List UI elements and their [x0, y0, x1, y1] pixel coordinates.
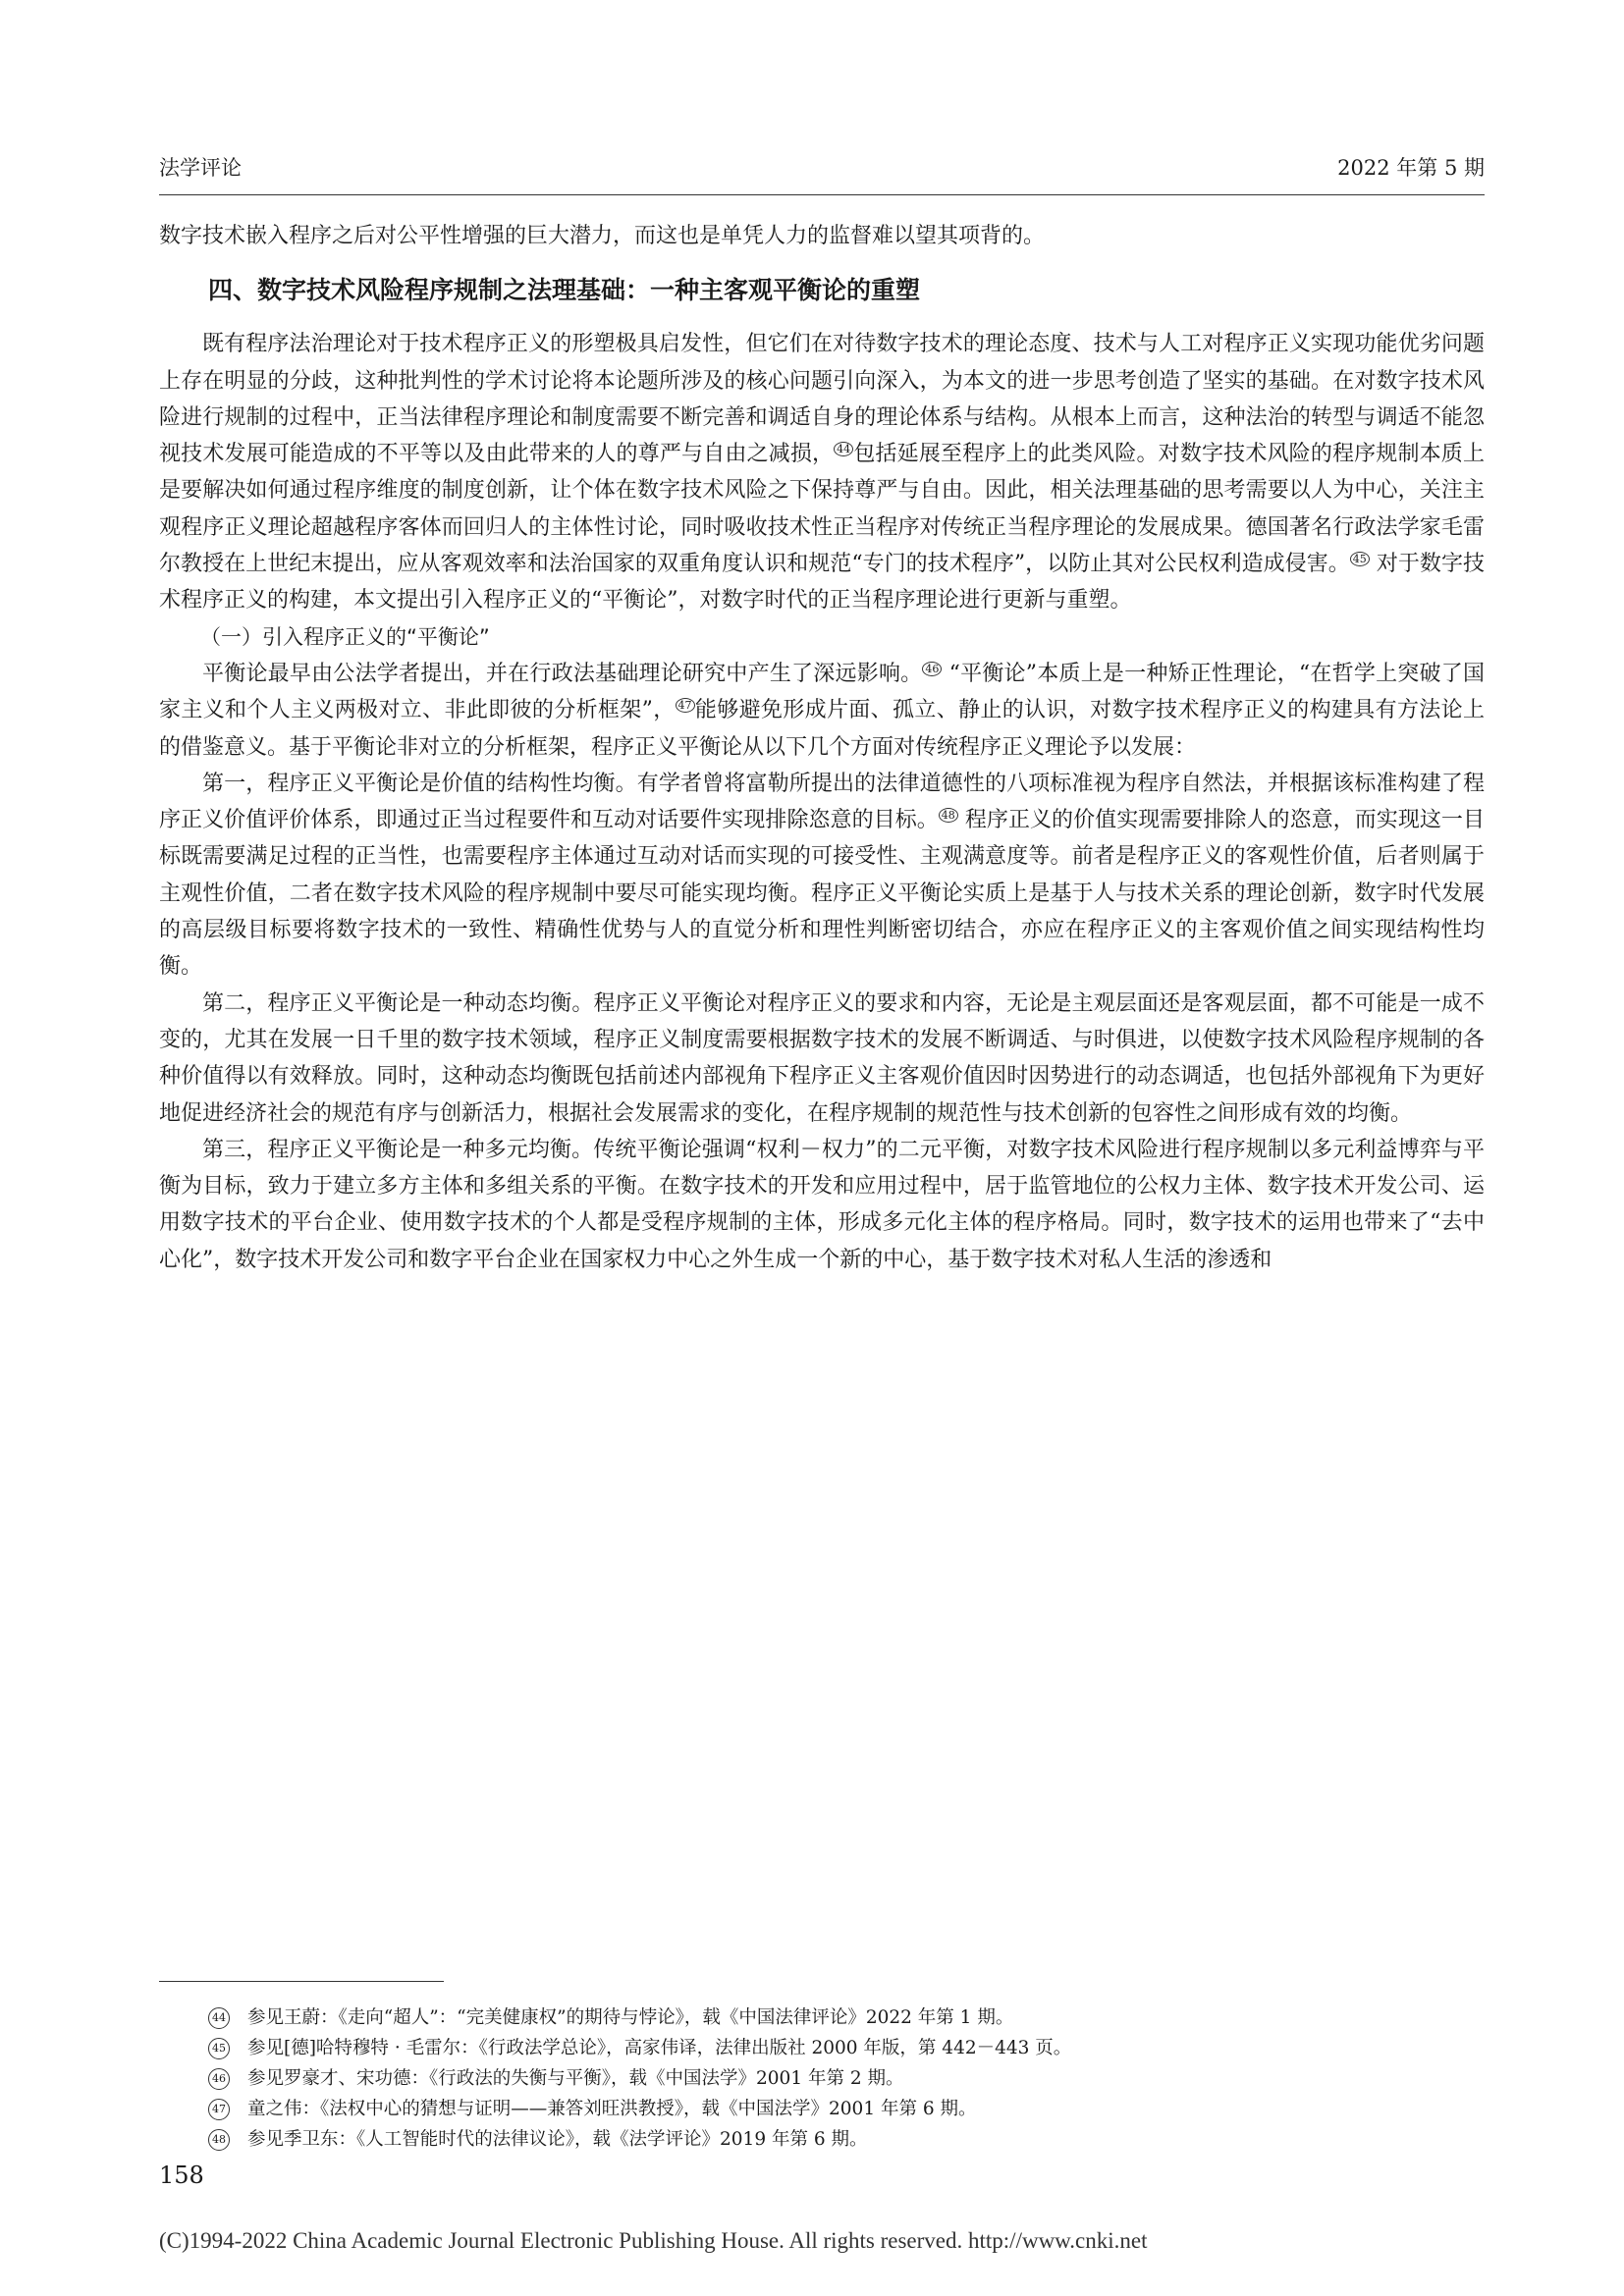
subsection-heading: （一）引入程序正义的“平衡论” [200, 624, 490, 649]
header-divider [159, 194, 1485, 195]
paragraph-4: 第二，程序正义平衡论是一种动态均衡。程序正义平衡论对程序正义的要求和内容，无论是主观层面还是客观层面，都不可能是一成不变的，尤其在发展一日千里的数字技术领域，程序正义制度需要根据数字技术的发展不断调适、与时俱进，以使数字技术风险程序规制的各种价值得以有效释放。同时，这种动态均衡既包括前述内部视角下程序正义主客观价值因时因势进行的动态调适，也包括外部视角下为更好地促进经济社会的规范有序与创新活力，根据社会发展需求的变化，在程序规制的规范性与技术创新的包容性之间形成有效的均衡。 [159, 990, 1485, 1126]
footnote-ref-44[interactable]: 44 [834, 442, 853, 456]
footnote-ref-48[interactable]: 48 [939, 808, 958, 823]
footnote-text: 参见罗豪才、宋功德：《行政法的失衡与平衡》，载《中国法学》2001 年第 2 期。 [247, 2068, 904, 2089]
paragraph-1 [159, 326, 1485, 618]
footnotes [208, 2002, 1485, 2155]
paragraph-5: 第三，程序正义平衡论是一种多元均衡。传统平衡论强调“权利－权力”的二元平衡，对数字技术风险进行程序规制以多元利益博弈与平衡为目标，致力于建立多方主体和多组关系的平衡。在数字技术的开发和应用过程中，居于监管地位的公权力主体、数字技术开发公司、运用数字技术的平台企业、使用数字技术的个人都是受程序规制的主体，形成多元化主体的程序格局。同时，数字技术的运用也带来了“去中心化”，数字技术开发公司和数字平台企业在国家权力中心之外生成一个新的中心，基于数字技术对私人生活的渗透和 [159, 1137, 1485, 1272]
article-body [159, 218, 1485, 1278]
paragraph-1-part-b: 包括延展至程序上的此类风险。对数字技术风险的程序规制本质上是要解决如何通过程序维度的制度创新，让个体在数字技术风险之下保持尊严与自由。因此，相关法理基础的思考需要以人为中心，关注主观程序正义理论超越程序客体而回归人的主体性讨论，同时吸收技术性正当程序对传统正当程序理论的发展成果。德国著名行政法学家毛雷尔教授在上世纪末提出，应从客观效率和法治国家的双重角度认识和规范“专门的技术程序”，以防止其对公民权利造成侵害。 [159, 442, 1485, 577]
running-header [159, 152, 1485, 191]
page-number: 158 [159, 2162, 204, 2189]
footnote-ref-45[interactable]: 45 [1350, 552, 1370, 566]
section-heading: 四、数字技术风险程序规制之法理基础：一种主客观平衡论的重塑 [208, 276, 921, 305]
footnote-46 [208, 2063, 1485, 2094]
footnote-text: 参见[德]哈特穆特 · 毛雷尔：《行政法学总论》，高家伟译，法律出版社 2000 年版，第 442－443 页。 [247, 2038, 1072, 2058]
copyright-line: (C)1994-2022 China Academic Journal Electronic Publishing House. All rights reserved. http://www.cnki.net [159, 2228, 1148, 2253]
paragraph-2-part-a: 平衡论最早由公法学者提出，并在行政法基础理论研究中产生了深远影响。 [202, 661, 923, 686]
footnote-45 [208, 2033, 1485, 2063]
paragraph-2 [159, 656, 1485, 766]
footnote-text: 参见王蔚：《走向“超人”：“完美健康权”的期待与悖论》，载《中国法律评论》2022 年第 1 期。 [247, 2007, 1014, 2028]
paragraph-1-part-a: 既有程序法治理论对于技术程序正义的形塑极具启发性，但它们在对待数字技术的理论态度、技术与人工对程序正义实现功能优劣问题上存在明显的分歧，这种批判性的学术讨论将本论题所涉及的核心问题引向深入，为本文的进一步思考创造了坚实的基础。在对数字技术风险进行规制的过程中，正当法律程序理论和制度需要不断完善和调适自身的理论体系与结构。从根本上而言，这种法治的转型与调适不能忽视技术发展可能造成的不平等以及由此带来的人的尊严与自由之减损， [159, 332, 1485, 467]
footnote-text: 童之伟：《法权中心的猜想与证明——兼答刘旺洪教授》，载《中国法学》2001 年第 6 期。 [247, 2099, 977, 2119]
paragraph-3-part-b: 程序正义的价值实现需要排除人的恣意，而实现这一目标既需要满足过程的正当性，也需要程序主体通过互动对话而实现的可接受性、主观满意度等。前者是程序正义的客观性价值，后者则属于主观性价值，二者在数字技术风险的程序规制中要尽可能实现均衡。程序正义平衡论实质上是基于人与技术关系的理论创新，数字时代发展的高层级目标要将数字技术的一致性、精确性优势与人的直觉分析和理性判断密切结合，亦应在程序正义的主客观价值之间实现结构性均衡。 [159, 808, 1485, 980]
footnote-44 [208, 2002, 1485, 2033]
journal-title: 法学评论 [159, 156, 242, 180]
footnote-47 [208, 2094, 1485, 2124]
paragraph-2-part-b: “平衡论”本质上是一种矫正性理论，“在哲学上突破了国家主义和个人主义两极对立、非此即彼的分析框架”， [159, 661, 1485, 723]
footnote-ref-47[interactable]: 47 [676, 698, 695, 713]
footnote-mark-48: 48 [208, 2129, 230, 2151]
paragraph-1-part-c: 对于数字技术程序正义的构建，本文提出引入程序正义的“平衡论”，对数字时代的正当程序理论进行更新与重塑。 [159, 552, 1485, 614]
lead-paragraph: 数字技术嵌入程序之后对公平性增强的巨大潜力，而这也是单凭人力的监督难以望其项背的。 [159, 224, 1046, 248]
paragraph-3 [159, 766, 1485, 986]
footnote-mark-45: 45 [208, 2038, 230, 2059]
paragraph-3-part-a: 第一，程序正义平衡论是价值的结构性均衡。有学者曾将富勒所提出的法律道德性的八项标准视为程序自然法，并根据该标准构建了程序正义价值评价体系，即通过正当过程要件和互动对话要件实现排除恣意的目标。 [159, 771, 1485, 833]
footnote-mark-46: 46 [208, 2068, 230, 2090]
footnote-48 [208, 2124, 1485, 2155]
footnote-divider [159, 1981, 444, 1982]
footnote-text: 参见季卫东：《人工智能时代的法律议论》，载《法学评论》2019 年第 6 期。 [247, 2129, 868, 2150]
footnote-mark-44: 44 [208, 2007, 230, 2029]
paragraph-2-part-c: 能够避免形成片面、孤立、静止的认识，对数字技术程序正义的构建具有方法论上的借鉴意义。基于平衡论非对立的分析框架，程序正义平衡论从以下几个方面对传统程序正义理论予以发展： [159, 698, 1485, 760]
footnote-ref-46[interactable]: 46 [922, 662, 942, 676]
issue-label: 2022 年第 5 期 [1337, 156, 1485, 180]
footnote-mark-47: 47 [208, 2099, 230, 2120]
